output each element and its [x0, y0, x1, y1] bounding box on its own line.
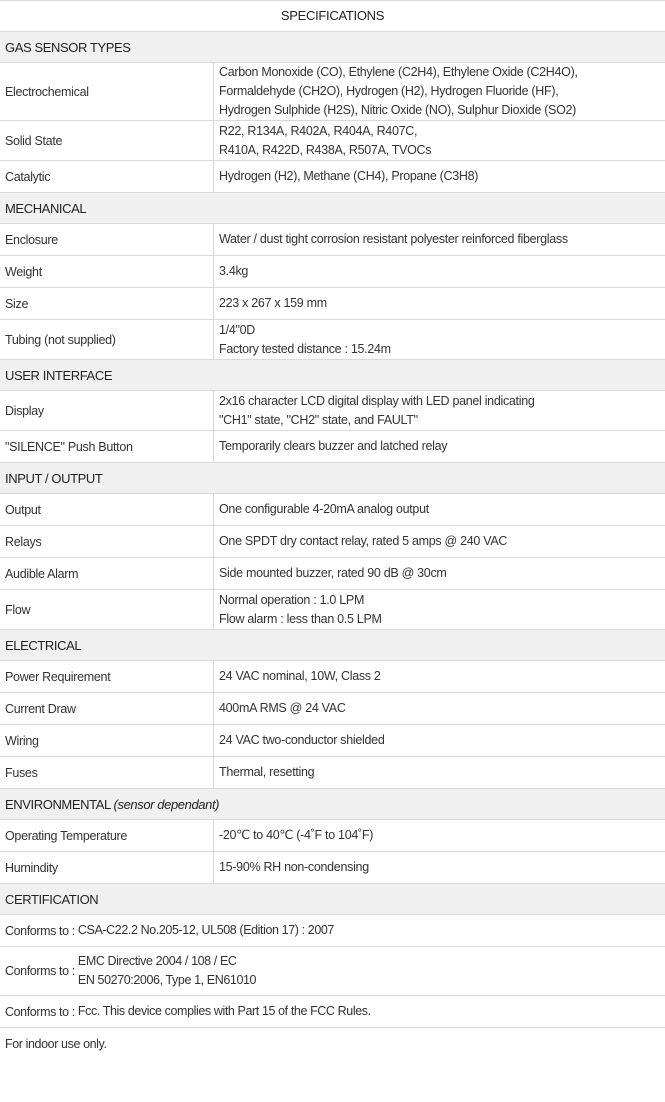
spec-row [0, 820, 665, 852]
certification-lines [78, 952, 256, 990]
spec-value-line: Temporarily clears buzzer and latched relay [219, 439, 448, 453]
spec-label: Display [0, 391, 214, 430]
section-header [0, 630, 665, 661]
spec-row [0, 693, 665, 725]
spec-value-line: 400mA RMS @ 24 VAC [219, 701, 346, 715]
certification-prefix: Conforms to : [5, 1004, 78, 1019]
section-title: ENVIRONMENTAL [5, 797, 111, 812]
spec-value-line: 15-90% RH non-condensing [219, 860, 369, 874]
certification-lines [78, 921, 334, 940]
spec-value-line: R410A, R422D, R438A, R507A, TVOCs [219, 142, 432, 157]
spec-row [0, 161, 665, 193]
spec-label: Audible Alarm [0, 558, 214, 589]
spec-value [214, 161, 665, 192]
spec-row [0, 320, 665, 360]
spec-value-line: Water / dust tight corrosion resistant polyester reinforced fiberglass [219, 232, 568, 246]
spec-row [0, 288, 665, 320]
spec-value-line: Side mounted buzzer, rated 90 dB @ 30cm [219, 566, 447, 580]
spec-value [214, 852, 665, 883]
spec-value-line: "CH1" state, "CH2" state, and FAULT" [219, 412, 418, 427]
section-title: MECHANICAL [5, 201, 87, 216]
spec-value-line: 24 VAC two-conductor shielded [219, 733, 385, 747]
spec-value-line: -20℃ to 40℃ (-4˚F to 104˚F) [219, 828, 374, 842]
spec-label: Operating Temperature [0, 820, 214, 851]
spec-value [214, 63, 665, 120]
certification-lines [5, 1035, 107, 1054]
spec-value [214, 526, 665, 557]
spec-label: Tubing (not supplied) [0, 320, 214, 359]
spec-label: Catalytic [0, 161, 214, 192]
spec-value [214, 820, 665, 851]
spec-value [214, 431, 665, 462]
section-header [0, 789, 665, 820]
certification-item [0, 915, 665, 947]
spec-value [214, 590, 665, 629]
section-header [0, 193, 665, 224]
certification-line: EMC Directive 2004 / 108 / EC [77, 954, 237, 968]
spec-row [0, 526, 665, 558]
spec-value-line: Normal operation : 1.0 LPM [219, 592, 365, 607]
spec-row [0, 121, 665, 161]
section-title: CERTIFICATION [5, 892, 99, 907]
spec-row [0, 852, 665, 884]
spec-sections [0, 32, 665, 884]
spec-row [0, 590, 665, 630]
spec-value-line: 3.4kg [219, 264, 249, 278]
certification-prefix: Conforms to : [5, 964, 78, 978]
spec-value-line: 1/4"0D [219, 322, 255, 337]
spec-row [0, 725, 665, 757]
spec-value [214, 224, 665, 255]
certification-line: For indoor use only. [5, 1036, 107, 1051]
spec-label: Power Requirement [0, 661, 214, 692]
section-header [0, 360, 665, 391]
spec-label: Current Draw [0, 693, 214, 724]
spec-label: Humindity [0, 852, 214, 883]
spec-label: "SILENCE" Push Button [0, 431, 214, 462]
spec-value [214, 661, 665, 692]
spec-row [0, 757, 665, 789]
section-title: USER INTERFACE [5, 368, 113, 383]
spec-row [0, 431, 665, 463]
certification-prefix: Conforms to : [5, 923, 78, 938]
spec-value [214, 693, 665, 724]
certification-item [0, 1028, 665, 1060]
spec-value [214, 391, 665, 430]
section-header [0, 32, 665, 63]
certification-lines [78, 1002, 371, 1021]
spec-value-line: Factory tested distance : 15.24m [219, 341, 391, 356]
spec-value-line: Carbon Monoxide (CO), Ethylene (C2H4), Ethylene Oxide (C2H4O), [219, 65, 578, 79]
spec-value-line: Hydrogen Sulphide (H2S), Nitric Oxide (NO), Sulphur Dioxide (SO2) [219, 103, 577, 117]
spec-row [0, 494, 665, 526]
spec-row [0, 391, 665, 431]
spec-value [214, 558, 665, 589]
spec-value-line: 24 VAC nominal, 10W, Class 2 [219, 669, 381, 683]
spec-value-line: 223 x 267 x 159 mm [219, 296, 327, 310]
page-title: SPECIFICATIONS [0, 0, 665, 32]
section-title: GAS SENSOR TYPES [5, 40, 131, 55]
section-header [0, 884, 665, 915]
spec-label: Electrochemical [0, 63, 214, 120]
spec-label: Enclosure [0, 224, 214, 255]
spec-label: Weight [0, 256, 214, 287]
spec-value-line: Formaldehyde (CH2O), Hydrogen (H2), Hydrogen Fluoride (HF), [219, 84, 559, 98]
spec-value [214, 121, 665, 160]
section-title: INPUT / OUTPUT [5, 471, 103, 486]
spec-value-line: One configurable 4-20mA analog output [219, 502, 429, 516]
certification-section [0, 884, 665, 1060]
spec-value-line: R22, R134A, R402A, R404A, R407C, [219, 123, 418, 138]
spec-value [214, 288, 665, 319]
spec-value [214, 256, 665, 287]
spec-label: Wiring [0, 725, 214, 756]
spec-label: Solid State [0, 121, 214, 160]
certification-line: EN 50270:2006, Type 1, EN61010 [77, 973, 257, 987]
spec-row [0, 256, 665, 288]
spec-label: Flow [0, 590, 214, 629]
spec-value-line: Flow alarm : less than 0.5 LPM [219, 611, 382, 626]
spec-row [0, 661, 665, 693]
spec-value-line: Hydrogen (H2), Methane (CH4), Propane (C3H8) [219, 169, 479, 183]
spec-row [0, 63, 665, 121]
spec-value [214, 757, 665, 788]
spec-row [0, 224, 665, 256]
section-note: (sensor dependant) [113, 797, 220, 812]
certification-item [0, 996, 665, 1028]
certification-line: CSA-C22.2 No.205-12, UL508 (Edition 17) : 2007 [77, 923, 334, 937]
spec-value [214, 725, 665, 756]
certification-line: Fcc. This device complies with Part 15 of the FCC Rules. [77, 1004, 371, 1018]
spec-label: Fuses [0, 757, 214, 788]
section-header [0, 463, 665, 494]
spec-label: Size [0, 288, 214, 319]
certification-item [0, 947, 665, 996]
spec-label: Relays [0, 526, 214, 557]
spec-value [214, 320, 665, 359]
spec-value-line: 2x16 character LCD digital display with LED panel indicating [219, 393, 535, 408]
spec-value-line: Thermal, resetting [219, 765, 315, 779]
spec-label: Output [0, 494, 214, 525]
spec-value-line: One SPDT dry contact relay, rated 5 amps @ 240 VAC [219, 534, 508, 548]
spec-row [0, 558, 665, 590]
spec-value [214, 494, 665, 525]
section-title: ELECTRICAL [5, 638, 82, 653]
